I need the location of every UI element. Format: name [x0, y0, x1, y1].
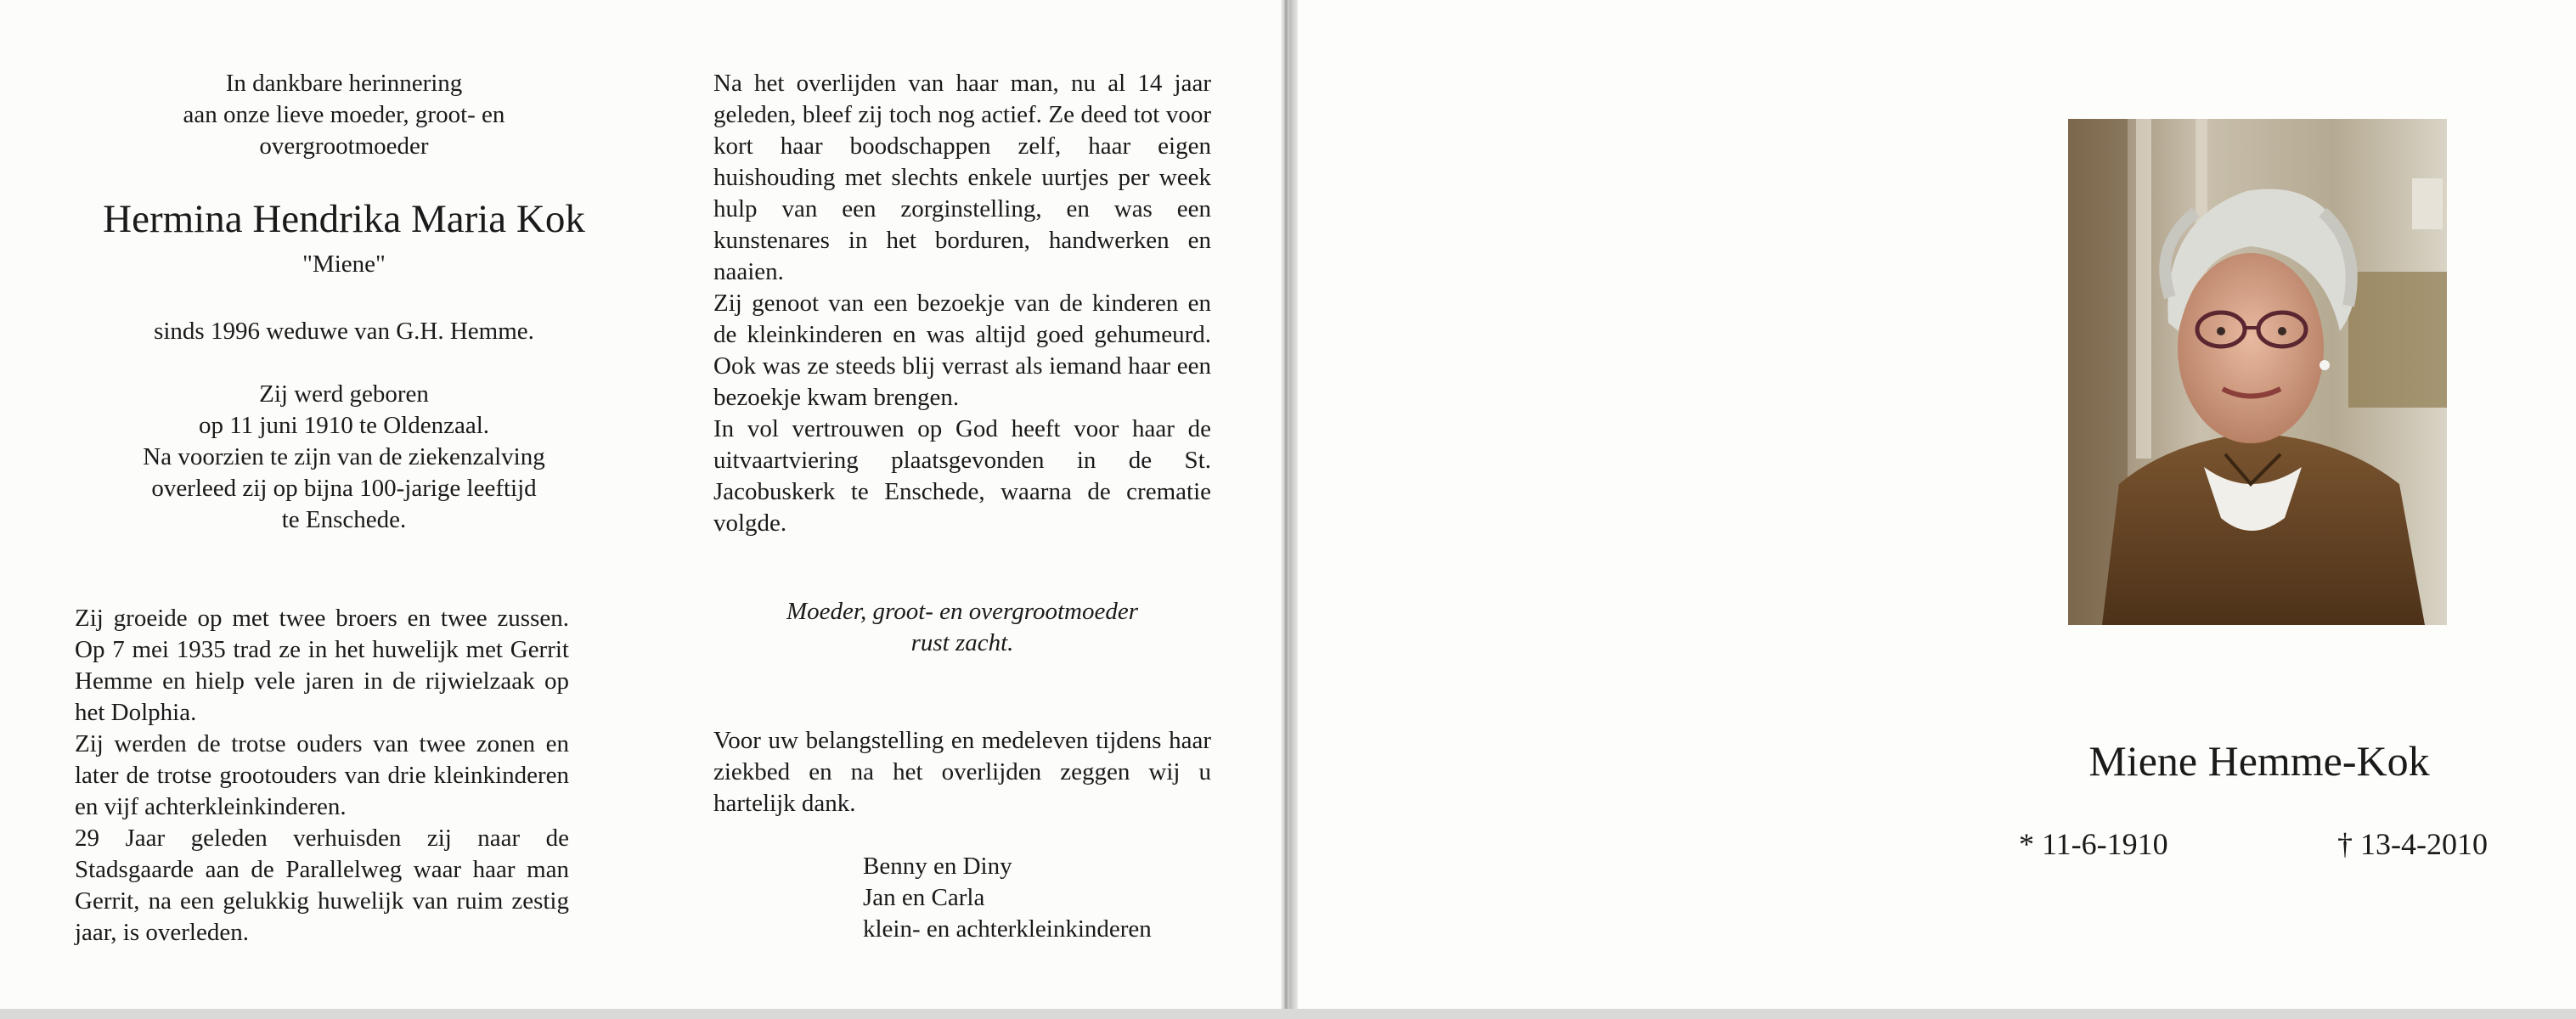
biography-paragraph: In vol vertrouwen op God heeft voor haar de uitvaartviering plaatsgevonden in de St. Jacobuskerk te Enschede, waarna de crematie volgde. [713, 415, 1211, 537]
portrait-photo [2068, 119, 2447, 625]
signature-line: Jan en Carla [863, 884, 985, 911]
intro-line: aan onze lieve moeder, groot- en [183, 101, 505, 128]
intro-line: In dankbare herinnering [225, 70, 463, 97]
signature-line: Benny en Diny [863, 853, 1012, 880]
thanks-text [713, 725, 1211, 819]
biography-paragraph: Zij genoot van een bezoekje van de kinderen en de kleinkinderen en was altijd goed gehumeurd. Ook was ze steeds blij verrast als iemand haar een bezoekje kwam brengen. [713, 290, 1211, 411]
birth-line: Na voorzien te zijn van de ziekenzalving [143, 443, 545, 470]
biography-paragraph: 29 Jaar geleden verhuisden zij naar de Stadsgaarde aan de Parallelweg waar haar man Gerrit, na een gelukkig huwelijk van ruim zestig jaar, is overleden. [75, 825, 569, 946]
thanks-paragraph: Voor uw belangstelling en medeleven tijdens haar ziekbed en na het overlijden zeggen wij u hartelijk dank. [713, 727, 1211, 817]
biography-paragraph: Na het overlijden van haar man, nu al 14 jaar geleden, bleef zij toch nog actief. Ze deed tot voor kort haar boodschappen zelf, haar eigen huishouding met slechts enkele uurtjes per week hulp van een zorginstelling, en was een kunstenares in het borduren, handwerken en naaien. [713, 70, 1211, 285]
quote-line: rust zacht. [910, 629, 1014, 656]
scan-bottom-edge [0, 1009, 2576, 1019]
birth-line: Zij werd geboren [259, 380, 429, 408]
biography-paragraph: Zij werden de trotse ouders van twee zonen en later de trotse grootouders van drie kleinkinderen en vijf achterkleinkinderen. [75, 730, 569, 820]
intro-text [34, 68, 654, 162]
biography-column-2 [713, 68, 1211, 539]
death-date: † 13-4-2010 [2337, 827, 2488, 861]
inside-spread [0, 0, 1284, 1009]
closing-quote [713, 596, 1211, 659]
card-fold-edge [1289, 0, 1298, 1019]
birth-line: op 11 juni 1910 te Oldenzaal. [198, 412, 489, 439]
birth-and-death-text [34, 379, 654, 536]
quote-line: Moeder, groot- en overgrootmoeder [786, 598, 1138, 625]
card-fold-shadow [1281, 0, 1289, 1019]
birth-line: te Enschede. [281, 506, 407, 533]
signature-line: klein- en achterkleinkinderen [863, 915, 1152, 943]
nickname: "Miene" [302, 251, 386, 278]
birth-line: overleed zij op bijna 100-jarige leeftijd [151, 475, 537, 502]
biography-column-1 [75, 603, 569, 949]
front-name: Miene Hemme-Kok [2088, 737, 2430, 785]
full-name: Hermina Hendrika Maria Kok [103, 197, 585, 241]
birth-date: * 11-6-1910 [2019, 827, 2168, 861]
portrait-illustration [2068, 119, 2447, 625]
biography-paragraph: Zij groeide op met twee broers en twee zussen. Op 7 mei 1935 trad ze in het huwelijk met Gerrit Hemme en hielp vele jaren in de rijwielzaak op het Dolphia. [75, 605, 569, 726]
widow-line: sinds 1996 weduwe van G.H. Hemme. [154, 318, 534, 345]
signatures [863, 851, 1271, 945]
intro-line: overgrootmoeder [259, 132, 429, 160]
deceased-name-block [34, 194, 654, 280]
